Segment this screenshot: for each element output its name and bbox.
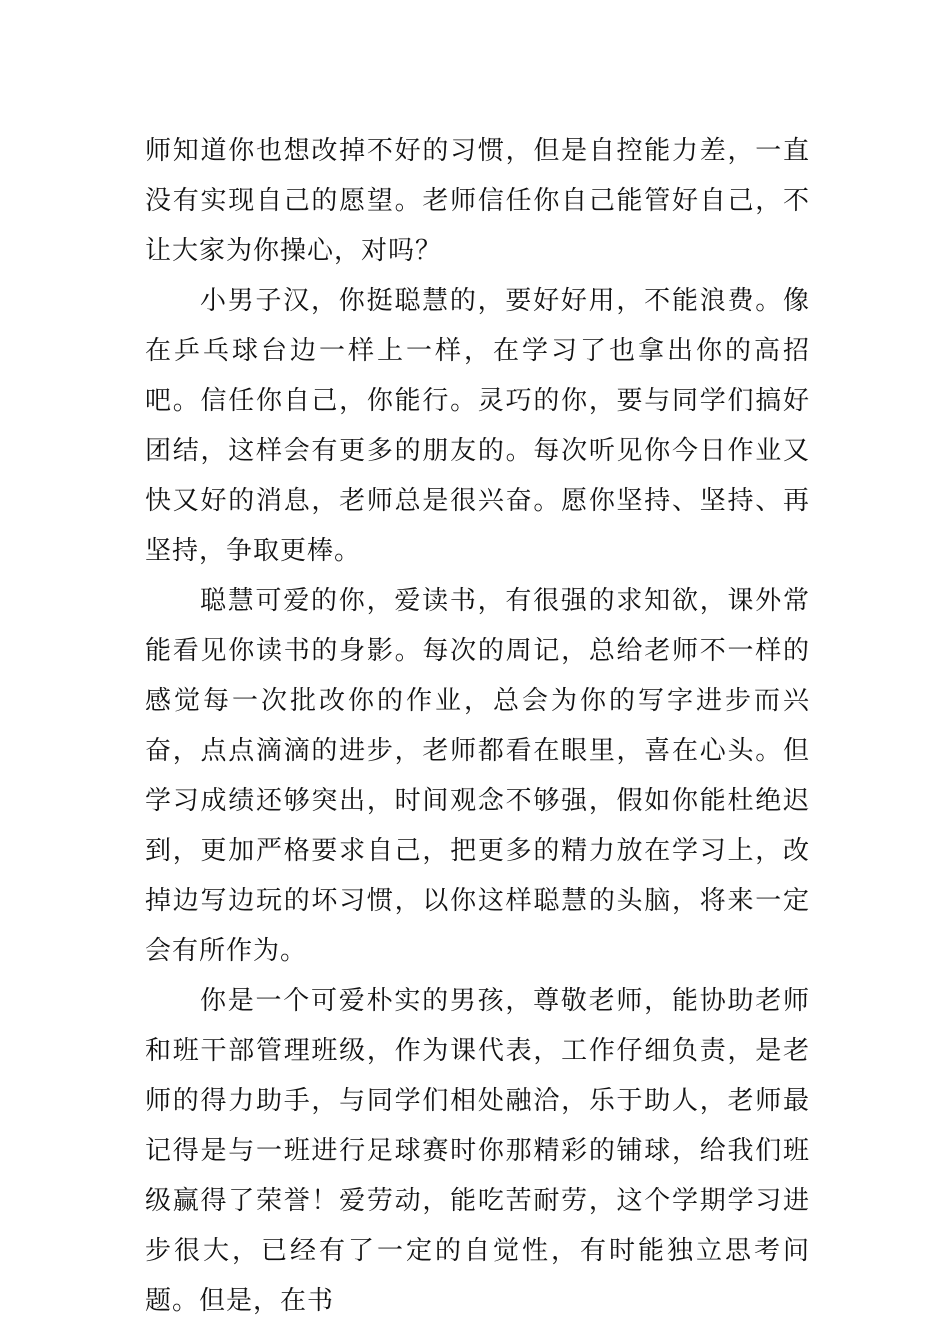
paragraph-2: 小男子汉，你挺聪慧的，要好好用，不能浪费。像在乒乓球台边一样上一样，在学习了也拿出你的高招吧。信任你自己，你能行。灵巧的你，要与同学们搞好团结，这样会有更多的朋友的。每次听见你今日作业又快又好的消息，老师总是很兴奋。愿你坚持、坚持、再坚持，争取更棒。: [145, 286, 810, 566]
paragraph-3: 聪慧可爱的你，爱读书，有很强的求知欲，课外常能看见你读书的身影。每次的周记，总给老师不一样的感觉每一次批改你的作业，总会为你的写字进步而兴奋，点点滴滴的进步，老师都看在眼里，喜在心头。但学习成绩还够突出，时间观念不够强，假如你能杜绝迟到，更加严格要求自己，把更多的精力放在学习上，改掉边写边玩的坏习惯，以你这样聪慧的头脑，将来一定会有所作为。: [145, 586, 810, 966]
paragraph-4: 你是一个可爱朴实的男孩，尊敬老师，能协助老师和班干部管理班级，作为课代表，工作仔细负责，是老师的得力助手，与同学们相处融洽，乐于助人，老师最记得是与一班进行足球赛时你那精彩的铺球，给我们班级赢得了荣誉！爱劳动，能吃苦耐劳，这个学期学习进步很大，已经有了一定的自觉性，有时能独立思考问题。但是，在书: [145, 986, 810, 1316]
document-body: [145, 126, 810, 1326]
paragraph-1: 师知道你也想改掉不好的习惯，但是自控能力差，一直没有实现自己的愿望。老师信任你自己能管好自己，不让大家为你操心，对吗？: [145, 136, 810, 266]
